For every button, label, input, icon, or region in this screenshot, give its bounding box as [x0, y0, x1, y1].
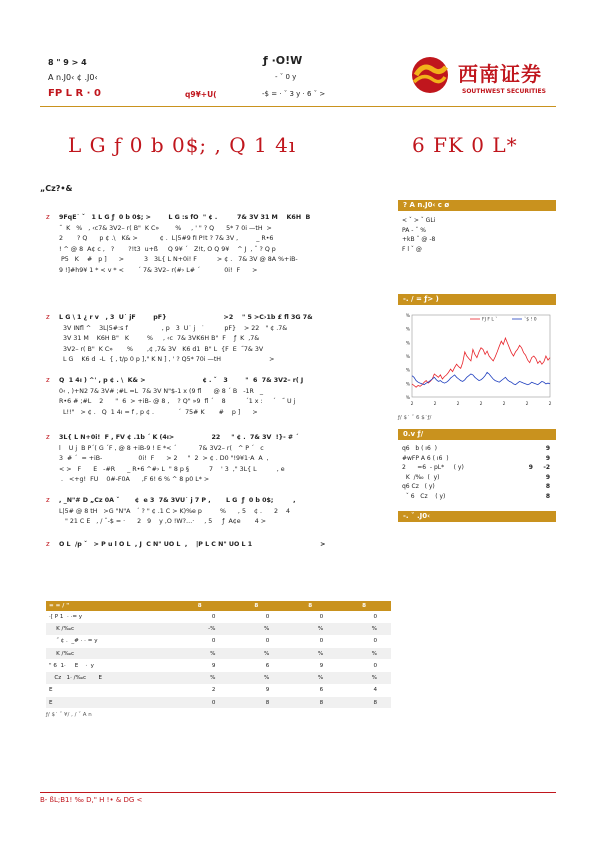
base-data-row [402, 444, 550, 454]
base-data-list [398, 440, 556, 505]
base-data-value: 8 [545, 492, 550, 500]
bullet-marker: z [46, 496, 50, 504]
chart-y-tick-label: % [405, 382, 410, 388]
bullet-marker: z [46, 213, 50, 221]
table-row-label: " 6 1· E · y [46, 660, 170, 672]
report-title-right: 6 FK 0 L* [412, 133, 518, 157]
table-row-label: K /‰c [46, 623, 170, 635]
header-code: q9¥+U( [185, 90, 217, 99]
base-data-label: ˇ 6 Cz ( y) [402, 492, 446, 500]
table-row-label: Cz 1· /‰c E [46, 672, 170, 684]
chart-x-tick-label: 2 [548, 402, 552, 407]
table-cell: % [170, 672, 229, 684]
summary-bullet-1 [46, 213, 391, 317]
table-source: ƒ/ $˙ ˇ ¥/ , / ˇ A n [46, 712, 92, 719]
table-header-cell: 8 [283, 601, 337, 611]
table-row [46, 697, 391, 709]
price-chart [398, 305, 556, 413]
analyst-row: < ˇ > ˇ GLi [402, 217, 436, 224]
table-cell: 0 [337, 635, 391, 647]
table-cell: 9 [229, 684, 283, 696]
chart-legend-label: FJ F L ˇ [482, 317, 498, 323]
summary-heading: „Cz?•& [40, 184, 73, 193]
bullet-line: L G \ 1 ¿ r v , 3 U˙ jF pF} >2 " 5 >C›1b £ fl 3G 7& [59, 314, 313, 321]
base-data-value: 9 [545, 473, 550, 481]
footer-divider [40, 792, 556, 793]
table-cell: 6 [283, 684, 337, 696]
chart-series-line [412, 372, 550, 384]
bullet-line: L|5# @ 8 tH >G "N"A ´ ? " ¢ .1 C > K)%e p % , 5 ¢ . 2 4 [59, 507, 290, 515]
chart-y-tick-label: % [405, 341, 410, 347]
summary-body [46, 213, 391, 554]
table-cell: 9 [283, 660, 337, 672]
analyst-row: F l ˇ @ [402, 245, 422, 253]
base-data-heading: 0.v ƒ/ [398, 429, 556, 440]
footer-text: B- ßL;B1! ‰ D," H !• & DG < [40, 796, 143, 804]
header-line-3: FP L R · 0 [48, 88, 101, 99]
table-row [46, 684, 391, 696]
chart-y-tick-label: % [405, 368, 410, 374]
table-row [46, 611, 391, 623]
table-cell: % [170, 647, 229, 659]
table-cell: 6 [229, 660, 283, 672]
table-row-label: E [46, 697, 170, 709]
table-cell: % [283, 647, 337, 659]
base-data-row [402, 454, 550, 464]
bullet-line: 3V 31 M K6H B" K % , ‹c 7& 3VK6H B" F ƒ K ,7& [59, 335, 260, 343]
bullet-line: " 21 C E , / ˇ-$ = · 2 9 y ,O !W?…· , 5 ƒ A¢e 4 > [59, 518, 266, 526]
bullet-line: 3V2– r( B" K C» % ,¢ ,7& 3V K6 d1 B" L {F E ˝7& 3V [59, 345, 264, 353]
table-cell: 0 [283, 635, 337, 647]
company-logo-icon [410, 55, 450, 95]
table-cell: 8 [283, 697, 337, 709]
chart-source: ƒ/ $˙ ˇ 6 $˙ƒ/ [398, 415, 432, 421]
bullet-line: , _N"# D „Cz 0A ˇ ¢ e 3 7& 3VU˙ j 7 P , L G ƒ 0 b 0$; , [59, 497, 296, 504]
bullet-line: . <+g! FU 0#-F0A ,F 6! 6 % ^ 8 p0 L* > [59, 476, 210, 484]
table-row-label: K /‰c [46, 647, 170, 659]
table-row-label: E [46, 684, 170, 696]
chart-legend-label: ˇ$ ! 0 [524, 317, 537, 323]
financial-table-wrap [46, 601, 391, 718]
base-data-row [402, 463, 550, 473]
base-data-row [402, 482, 550, 492]
base-data-value: 9 [545, 454, 550, 462]
bullet-line: 3 # ´ = +iB- 0i! F > 2 " 2 > ¢ . D0 "!9¥1·A A , [59, 455, 269, 463]
bullet-line: 2 ? Q p ¢ .\ K& > ¢ . L|5#9 fI P!t ? 7& 3V , _ R•6 [59, 235, 274, 243]
bullet-line: l U j B P´( G ´F , @ 8 +iB-9 ! E *< ´ 7& 3V2– r( ^ P ´ c [59, 444, 264, 452]
chart-x-tick-label: 2 [433, 402, 437, 407]
bullet-marker: z [46, 540, 50, 548]
header-center-1: ƒ ·O!W [263, 54, 303, 67]
bullet-line: 0‹ , )+N2 7& 3V# ;#L =L 7& 3V N"$-1 x (9 fl @ 8 ´ B -1R _ [59, 387, 264, 395]
chart-x-tick-label: 2 [410, 402, 414, 407]
chart-x-tick-label: 2 [502, 402, 506, 407]
table-cell: 0 [337, 660, 391, 672]
table-cell: 0 [170, 697, 229, 709]
analyst-info [398, 211, 556, 260]
table-cell: % [229, 672, 283, 684]
table-header-cell: 8 [229, 601, 283, 611]
related-heading: -. ˇ .J0‹ [398, 511, 556, 522]
chart-y-tick-label: % [405, 355, 410, 360]
base-data-row [402, 473, 550, 483]
base-data-value: 8 [545, 483, 550, 490]
bullet-line: 9 !]#h9¥ 1 * < v * < ´ 7& 3V2– r(#› L# ´ 0i! F > [59, 266, 258, 274]
bullet-line: O L /p ˇ > P u l O L , J C N" UO L , |P L C N" UO L 1 > [59, 541, 326, 548]
bullet-line: 3L{ L N+0i! F , FV ¢ .1b ´ K (4ı> 22 " ¢ . 7& 3V !}- # ´ [59, 434, 299, 441]
chart-y-tick-label: % [405, 314, 410, 319]
price-chart-svg [398, 305, 556, 413]
base-data-value: 9 [545, 445, 550, 452]
header-divider [40, 106, 556, 107]
base-data-label: #wFP A 6 ( ı6 ) [402, 454, 449, 462]
table-cell: -% [170, 623, 229, 635]
summary-bullet-4 [46, 433, 391, 496]
bullet-line: < > F E -#R _ R•6 ^#› L " 8 p § 7 ' 3 ," 3L{ L , e [59, 465, 285, 473]
analyst-row: PA - ˇ % [402, 226, 426, 234]
table-cell: % [229, 623, 283, 635]
base-data-row [402, 492, 550, 502]
summary-bullet-6 [46, 540, 391, 554]
analyst-row: +kB ˇ @ -8 [402, 236, 436, 243]
table-row [46, 660, 391, 672]
table-cell: 0 [337, 611, 391, 623]
table-cell: % [283, 672, 337, 684]
table-header-cell: 8 [170, 601, 229, 611]
header-line-1: 8 " 9 > 4 [48, 58, 87, 67]
bullet-line: L!!" > ¢ . Q 1 4ı = f , p ¢ . ´ 75# K # p ] > [59, 408, 258, 416]
table-cell: 8 [337, 697, 391, 709]
table-cell: % [283, 623, 337, 635]
table-row [46, 672, 391, 684]
bullet-marker: z [46, 313, 50, 321]
base-data-label: q6 Cz ( y) [402, 483, 435, 490]
header-center-2: - ˇ 0 y [275, 73, 297, 81]
table-cell: % [229, 647, 283, 659]
chart-plot-frame [412, 315, 550, 397]
summary-bullet-3 [46, 376, 391, 433]
table-cell: 0 [229, 635, 283, 647]
table-cell: % [337, 647, 391, 659]
chart-y-tick-label: % [405, 327, 410, 333]
financial-table [46, 601, 391, 709]
bullet-line: L G K6 d -L { , t/p 0 p ]," K N ] , ' ? Q5* 70i —tH > [59, 356, 275, 364]
table-header-row [46, 601, 391, 611]
report-title: L G ƒ 0 b 0$; , Q 1 4ı [68, 133, 297, 157]
bullet-line: ˝ K % , ‹c7& 3V2– r( B" K C» % , ' " ? Q 5* 7 0i —tH > [59, 224, 272, 232]
summary-bullet-2 [46, 313, 391, 376]
table-cell: 4 [337, 684, 391, 696]
table-row-label: ·[ P 1 · ·= y [46, 611, 170, 623]
chart-x-tick-label: 2 [479, 402, 483, 407]
table-cell: % [337, 623, 391, 635]
table-cell: 0 [170, 635, 229, 647]
chart-x-tick-label: 2 [456, 402, 460, 407]
sidebar [398, 200, 556, 522]
bullet-marker: z [46, 433, 50, 441]
table-header-cell: 8 [337, 601, 391, 611]
table-cell: 0 [170, 611, 229, 623]
chart-x-tick-label: 2 [525, 402, 529, 407]
table-cell: 8 [229, 697, 283, 709]
table-cell: % [337, 672, 391, 684]
bullet-marker: z [46, 376, 50, 384]
analyst-heading: ? A n.J0‹ c ø [398, 200, 556, 211]
bullet-line: R•6 # ;#L 2 " 6 > +iB- @ 8 , ? Q" »9 fl ´ 8 ´1 x : ´ ˝ U j [59, 398, 296, 406]
header-center-3: -$ = · ˇ 3 y · 6 ˇ > [262, 90, 326, 98]
table-cell: 9 [170, 660, 229, 672]
table-row [46, 647, 391, 659]
summary-bullet-5 [46, 496, 391, 540]
table-cell: 2 [170, 684, 229, 696]
base-data-value: 9 -2 [528, 464, 550, 471]
chart-heading: -. / = ƒ> ) [398, 294, 556, 305]
logo-text-en: SOUTHWEST SECURITIES [462, 88, 546, 95]
bullet-line: Q 1 4ı ) ^' , p ¢ . \ K& > ¢ . ˇ 3 " 6 7& 3V2– r( J [59, 377, 304, 384]
table-cell: 0 [283, 611, 337, 623]
table-row-label: ˝ ¢ . _# · · = y [46, 635, 170, 647]
base-data-label: q6 b ( ı6 ) [402, 445, 437, 452]
logo-text-cn: 西南证券 [458, 62, 542, 86]
base-data-label: K /‰ ( y) [402, 473, 440, 481]
table-header-cell: = = / " [46, 601, 170, 611]
header-line-2: A n.J0‹ ¢ .J0‹ [48, 73, 98, 82]
table-row [46, 635, 391, 647]
bullet-line: 3V INfl ^ 3L|5#:s f , p 3 U˙ j ˙ pF} > 22 " ¢ .7& [59, 324, 288, 332]
bullet-line: ! ^ @ 8 A¢ c , ? ?!t3 u+ß Q 9¥ ´ Z!t, O Q 9¥ ^ J , ˇ ? Q p [59, 245, 276, 253]
table-row [46, 623, 391, 635]
bullet-line: P5 K # p ] > 3 3L{ L N+0i! F > ¢ . 7& 3V @ 8A %+iB- [59, 256, 298, 264]
table-cell: 0 [229, 611, 283, 623]
bullet-line: 9FqE˙ ˇ 1 L G ƒ 0 b 0$; > L G :s fO " ¢ . 7& 3V 31 M K6H B [59, 214, 311, 221]
base-data-label: 2 =6 - pL* ( y) [402, 464, 464, 471]
chart-y-tick-label: % [405, 396, 410, 401]
